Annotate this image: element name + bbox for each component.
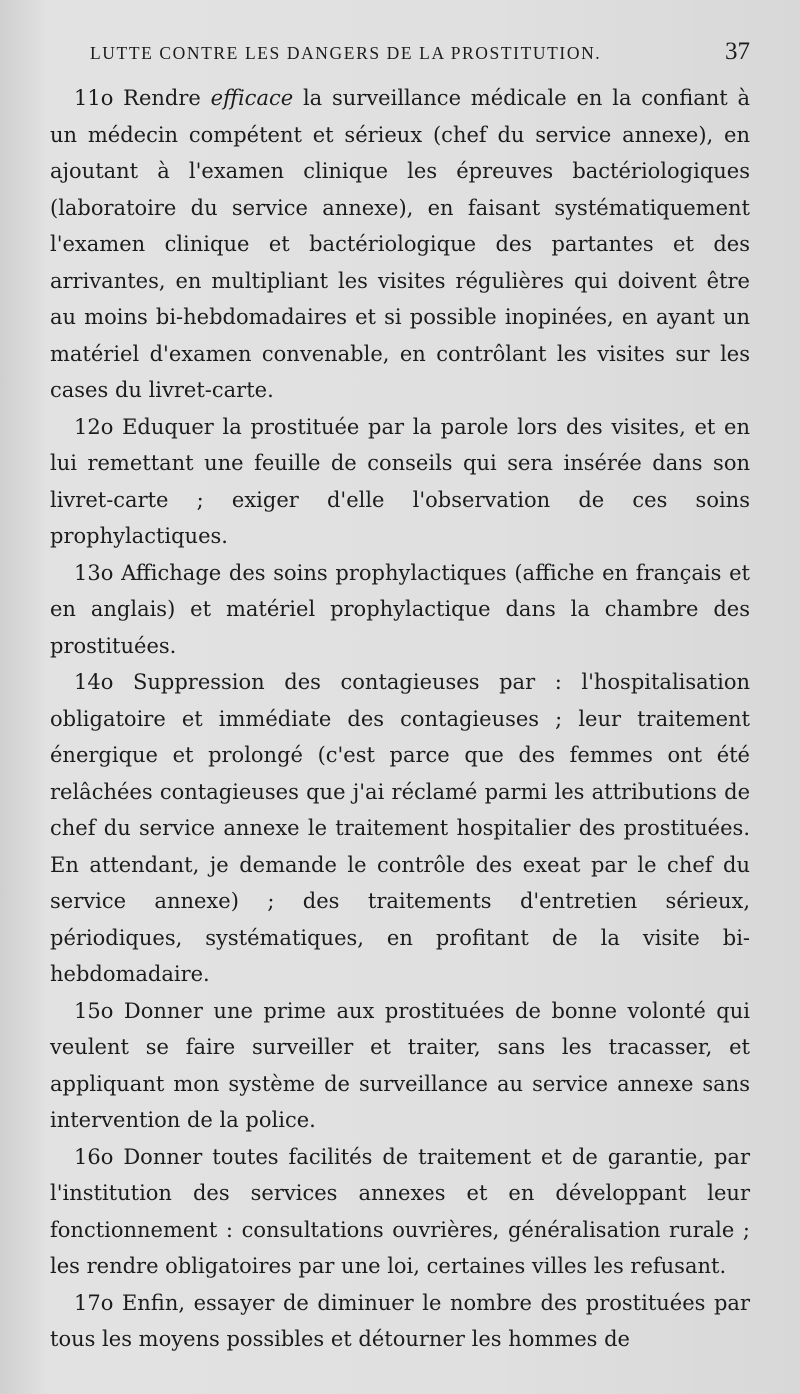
running-title: LUTTE CONTRE LES DANGERS DE LA PROSTITUTION. [90, 43, 602, 63]
body-text [50, 80, 750, 1358]
paragraph-text: Suppression des contagieuses par : l'hospitalisation obligatoire et immédiate des contagieuses ; leur traitement énergique et prolongé (c'est parce que des femmes ont été relâchées contagieuses que j'ai réclamé parmi les attributions de chef du service annexe le traitement hospitalier des prostituées. En attendant, je demande le contrôle des exeat par le chef du service annexe) ; des traitements d'entretien sérieux, périodiques, systématiques, en profitant de la visite bi-hebdomadaire. [50, 670, 750, 986]
paragraph-text: la surveillance médicale en la confiant à un médecin compétent et sérieux (chef du service annexe), en ajoutant à l'examen clinique les épreuves bactériologiques (laboratoire du service annexe), en faisant systématiquement l'examen clinique et bactériologique des partantes et des arrivantes, en multipliant les visites régulières qui doivent être au moins bi-hebdomadaires et si possible inopinées, en ayant un matériel d'examen convenable, en contrôlant les visites sur les cases du livret-carte. [50, 86, 750, 402]
paragraph-14 [50, 664, 750, 993]
emphasized-word: efficace [210, 86, 294, 110]
page-number: 37 [725, 38, 750, 65]
paragraph-text: Donner une prime aux prostituées de bonne volonté qui veulent se faire surveiller et traiter, sans les tracasser, et appliquant mon système de surveillance au service annexe sans intervention de la police. [50, 998, 750, 1132]
paragraph-number: 15o [74, 998, 114, 1023]
paragraph-text: Donner toutes facilités de traitement et de garantie, par l'institution des services annexes et en développant leur fonctionnement : consultations ouvrières, généralisation rurale ; les rendre obligatoires par une loi, certaines villes les refusant. [50, 1144, 750, 1278]
paragraph-number: 16o [74, 1144, 114, 1169]
paragraph-number: 17o [74, 1290, 114, 1315]
paragraph-number: 14o [74, 670, 114, 694]
paragraph-lead: Rendre [123, 86, 201, 110]
paragraph-16 [50, 1139, 750, 1285]
paragraph-number: 13o [74, 560, 114, 585]
paragraph-17 [50, 1285, 750, 1358]
paragraph-13 [50, 555, 750, 665]
paragraph-text: Affichage des soins prophylactiques (affiche en français et en anglais) et matériel prophylactique dans la chambre des prostituées. [50, 560, 750, 658]
paragraph-15 [50, 993, 750, 1139]
paragraph-11 [50, 80, 750, 409]
paragraph-number: 11o [74, 86, 114, 110]
paragraph-12 [50, 409, 750, 555]
paragraph-text: Enfin, essayer de diminuer le nombre des prostituées par tous les moyens possibles et détourner les hommes de [50, 1290, 750, 1351]
running-head [50, 38, 750, 80]
paragraph-number: 12o [74, 414, 114, 439]
paragraph-text: Eduquer la prostituée par la parole lors des visites, et en lui remettant une feuille de conseils qui sera insérée dans son livret-carte ; exiger d'elle l'observation de ces soins prophylactiques. [50, 414, 750, 548]
